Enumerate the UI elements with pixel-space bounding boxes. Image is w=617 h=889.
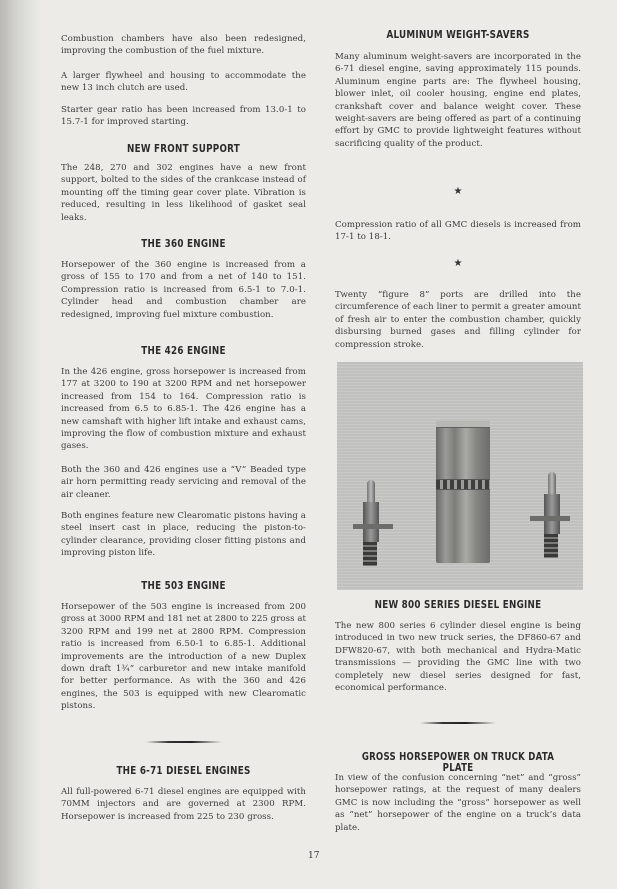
- page-edge-shadow: [0, 0, 40, 889]
- intro-paragraph-1: Combustion chambers have also been redesigned, improving the combustion of the fuel mixture.: [61, 34, 306, 57]
- aluminum-paragraph: Many aluminum weight-savers are incorporated in the 6-71 diesel engine, saving approximately 115 pounds. Aluminum engine parts are: The flywheel housing, blower inlet, oil cooler housing, engine end plates, crankshaft cover and balance weight cover. These weight-savers are being offered as part of a continuing effort by GMC to provide lightweight features without sacrificing quality of the product.: [335, 52, 581, 149]
- fuel-injector-left: [351, 480, 395, 570]
- heading-gross-horsepower: GROSS HORSEPOWER ON TRUCK DATA PLATE: [361, 752, 555, 774]
- ports-note: Twenty “figure 8” ports are drilled into the circumference of each liner to permit a greater amount of fresh air to enter the combustion chamber, quickly disbursing burned gases and filling cylinder for compression stroke.: [335, 290, 581, 350]
- cylinder-liner-photo: [337, 362, 583, 590]
- section-divider: [146, 741, 222, 743]
- intro-paragraph-2: A larger flywheel and housing to accommodate the new 13 inch clutch are used.: [61, 71, 306, 94]
- engine-426-paragraph-3: Both engines feature new Clearomatic pistons having a steel insert cast in place, reducing the piston-to-cylinder clearance, providing closer fitting pistons and improving piston life.: [61, 511, 306, 559]
- heading-426-engine: THE 426 ENGINE: [141, 346, 226, 357]
- gross-hp-paragraph: In view of the confusion concerning “net” and “gross” horsepower ratings, at the request of many dealers GMC is now including the “gross” horsepower as well as “net” horsepower of the engine on a truck’s data plate.: [335, 773, 581, 833]
- front-support-paragraph: The 248, 270 and 302 engines have a new front support, bolted to the sides of the crankcase instead of mounting off the timing gear cover plate. Vibration is reduced, resulting in less likelihood of gasket seal leaks.: [61, 163, 306, 223]
- series-800-paragraph: The new 800 series 6 cylinder diesel engine is being introduced in two new truck series, the DF860-67 and DFW820-67, with both mechanical and Hydra-Matic transmissions — providing the GMC line with two completely new diesel series designed for fast, economical performance.: [335, 621, 581, 694]
- intro-paragraph-3: Starter gear ratio has been increased from 13.0-1 to 15.7-1 for improved starting.: [61, 105, 306, 128]
- engine-426-paragraph-1: In the 426 engine, gross horsepower is increased from 177 at 3200 to 190 at 3200 RPM and net horsepower increased from 154 to 164. Compression ratio is increased from 6.5 to 6.85-1. The 426 engine has a new camshaft with higher lift intake and exhaust cams, improving the flow of combustion mixture and exhaust gases.: [61, 367, 306, 452]
- heading-503-engine: THE 503 ENGINE: [141, 581, 226, 592]
- liner-ports: [436, 479, 490, 490]
- engine-426-paragraph-2: Both the 360 and 426 engines use a “V” Beaded type air horn permitting ready servicing and removal of the air cleaner.: [61, 465, 306, 500]
- compression-note: Compression ratio of all GMC diesels is increased from 17-1 to 18-1.: [335, 220, 581, 243]
- engine-503-paragraph: Horsepower of the 503 engine is increased from 200 gross at 3000 RPM and 181 net at 2800 to 225 gross at 3200 RPM and 199 net at 2800 RPM. Compression ratio is increased from 6.50-1 to 6.85-1. Additional improvements are the introduction of a new Duplex down draft 1¾” carburetor and new intake manifold for better performance. As with the 360 and 426 engines, the 503 is equipped with new Clearomatic pistons.: [61, 602, 306, 712]
- heading-360-engine: THE 360 ENGINE: [141, 239, 226, 250]
- heading-aluminum-weight-savers: ALUMINUM WEIGHT-SAVERS: [386, 30, 530, 41]
- page-number: 17: [308, 851, 320, 861]
- star-separator-icon: ★: [453, 186, 463, 197]
- cylinder-liner: [436, 421, 490, 563]
- heading-800-series: NEW 800 SERIES DIESEL ENGINE: [374, 600, 542, 611]
- fuel-injector-right: [532, 472, 576, 562]
- star-separator-icon: ★: [453, 258, 463, 269]
- engine-360-paragraph: Horsepower of the 360 engine is increased from a gross of 155 to 170 and from a net of 140 to 151. Compression ratio is increased from 6.5-1 to 7.0-1. Cylinder head and combustion chamber are redesigned, improving fuel mixture combustion.: [61, 260, 306, 320]
- heading-671-diesel: THE 6-71 DIESEL ENGINES: [116, 766, 251, 777]
- diesel-671-paragraph: All full-powered 6-71 diesel engines are equipped with 70MM injectors and are governed at 2300 RPM. Horsepower is increased from 225 to 230 gross.: [61, 787, 306, 822]
- section-divider: [420, 722, 496, 724]
- heading-new-front-support: NEW FRONT SUPPORT: [126, 144, 241, 155]
